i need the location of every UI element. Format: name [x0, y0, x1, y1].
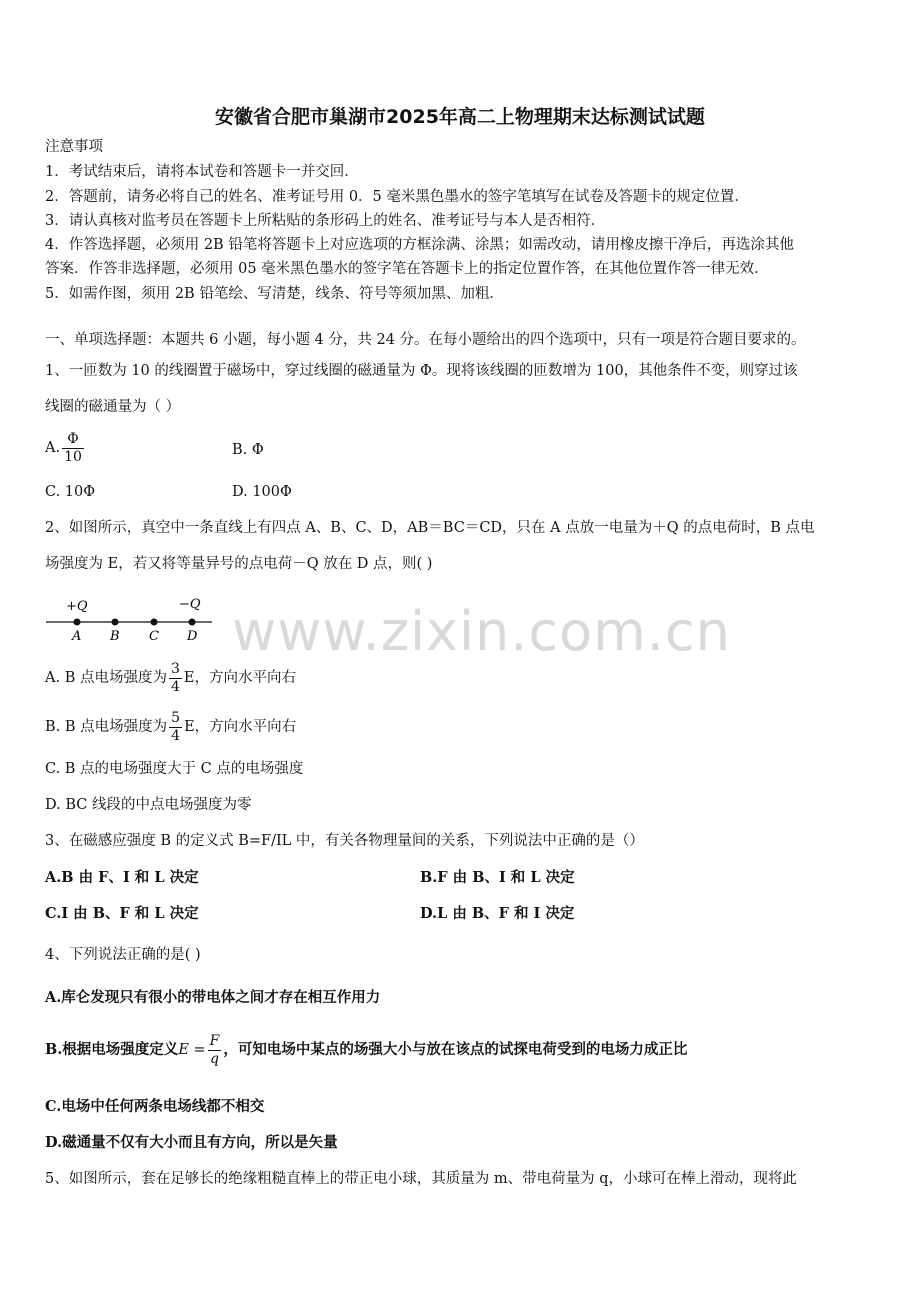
notice-item: 1．考试结束后，请将本试卷和答题卡一并交回． — [45, 164, 359, 180]
notice-item: 答案．作答非选择题，必须用 05 毫米黑色墨水的签字笔在答题卡上的指定位置作答，在其他位置作答一律无效． — [45, 261, 769, 277]
q1-option-c: C. 10Φ — [45, 484, 96, 500]
point-b — [112, 619, 119, 626]
fraction — [208, 1033, 222, 1068]
fraction-numerator: 3 — [170, 660, 180, 677]
q3-option-b: B.F 由 B、I 和 L 决定 — [420, 869, 575, 886]
notice-item: 5．如需作图，须用 2B 铅笔绘、写清楚，线条、符号等须加黑、加粗． — [45, 286, 504, 302]
q2-option-d: D. BC 线段的中点电场强度为零 — [45, 797, 252, 813]
notice-item: 2．答题前，请务必将自己的姓名、准考证号用 0．5 毫米黑色墨水的签字笔填写在试卷及答题卡的规定位置． — [45, 189, 749, 205]
q4-option-a: A.库仑发现只有很小的带电体之间才存在相互作用力 — [45, 989, 381, 1006]
question-1-stem: 1、一匝数为 10 的线圈置于磁场中，穿过线圈的磁通量为 Φ。现将该线圈的匝数增为 100，其他条件不变，则穿过该 — [45, 363, 798, 379]
charge-line-figure — [44, 592, 219, 647]
page-title: 安徽省合肥市巢湖市2025年高二上物理期末达标测试试题 — [215, 106, 705, 128]
fraction-numerator: F — [209, 1032, 220, 1049]
watermark: www.zixin.com.cn — [232, 600, 731, 663]
point-a-label: A — [72, 629, 82, 644]
q4-option-d: D.磁通量不仅有大小而且有方向，所以是矢量 — [45, 1134, 338, 1151]
option-text: E，方向水平向右 — [183, 670, 296, 686]
fraction-denominator: 10 — [64, 448, 82, 465]
point-d — [189, 619, 196, 626]
option-text: ，可知电场中某点的场强大小与放在该点的试探电荷受到的电场力成正比 — [223, 1041, 688, 1058]
point-d-label: D — [187, 629, 198, 644]
q1-option-a — [45, 428, 86, 468]
q3-option-d: D.L 由 B、F 和 I 决定 — [420, 905, 575, 922]
question-1-stem-cont: 线圈的磁通量为（ ） — [45, 399, 181, 415]
option-text: B. B 点电场强度为 — [45, 719, 168, 735]
question-2-stem: 2、如图所示，真空中一条直线上有四点 A、B、C、D，AB＝BC＝CD，只在 A 点放一电量为＋Q 的点电荷时，B 点电 — [45, 520, 815, 536]
question-2-stem-cont: 场强度为 E，若又将等量异号的点电荷－Q 放在 D 点，则( ) — [45, 556, 433, 572]
question-4-stem: 4、下列说法正确的是( ) — [45, 947, 201, 963]
q1-option-d: D. 100Φ — [232, 484, 292, 500]
option-label: A. — [45, 440, 61, 456]
option-text: B.根据电场强度定义 — [45, 1041, 179, 1058]
fraction — [169, 710, 182, 745]
question-3-stem: 3、在磁感应强度 B 的定义式 B=F/IL 中，有关各物理量间的关系，下列说法中正确的是（） — [45, 833, 644, 849]
q2-option-c: C. B 点的电场强度大于 C 点的电场强度 — [45, 761, 304, 777]
point-c-label: C — [149, 629, 159, 644]
fraction-numerator: 5 — [171, 709, 181, 726]
fraction-denominator: 4 — [170, 678, 180, 695]
fraction-denominator: q — [210, 1050, 219, 1067]
fraction — [62, 431, 84, 466]
section-heading: 一、单项选择题：本题共 6 小题，每小题 4 分，共 24 分。在每小题给出的四个选项中，只有一项是符合题目要求的。 — [45, 332, 806, 348]
question-5-stem: 5、如图所示，套在足够长的绝缘粗糙直棒上的带正电小球，其质量为 m、带电荷量为 q，小球可在棒上滑动，现将此 — [45, 1171, 797, 1187]
q1-option-b: B. Φ — [232, 442, 264, 458]
q3-option-a: A.B 由 F、I 和 L 决定 — [45, 869, 199, 886]
point-b-label: B — [110, 629, 120, 644]
notice-item: 4．作答选择题，必须用 2B 铅笔将答题卡上对应选项的方框涂满、涂黑；如需改动，请用橡皮擦干净后，再选涂其他 — [45, 237, 794, 253]
option-text: E，方向水平向右 — [184, 719, 297, 735]
plus-charge-label: +Q — [66, 599, 88, 614]
q2-option-a — [45, 658, 296, 698]
q4-option-b — [45, 1024, 687, 1076]
notice-item: 3．请认真核对监考员在答题卡上所粘贴的条形码上的姓名、准考证号与本人是否相符． — [45, 213, 606, 229]
q4-option-c: C.电场中任何两条电场线都不相交 — [45, 1098, 265, 1115]
point-c — [151, 619, 158, 626]
option-text: A. B 点电场强度为 — [45, 670, 167, 686]
fraction-denominator: 4 — [171, 727, 181, 744]
notice-heading: 注意事项 — [45, 139, 103, 155]
fraction — [169, 661, 182, 696]
point-a — [74, 619, 81, 626]
fraction-numerator: Φ — [62, 431, 84, 449]
q3-option-c: C.I 由 B、F 和 L 决定 — [45, 905, 199, 922]
q2-option-b — [45, 707, 296, 747]
minus-charge-label: −Q — [179, 597, 201, 612]
formula-lhs: E = — [178, 1042, 206, 1058]
